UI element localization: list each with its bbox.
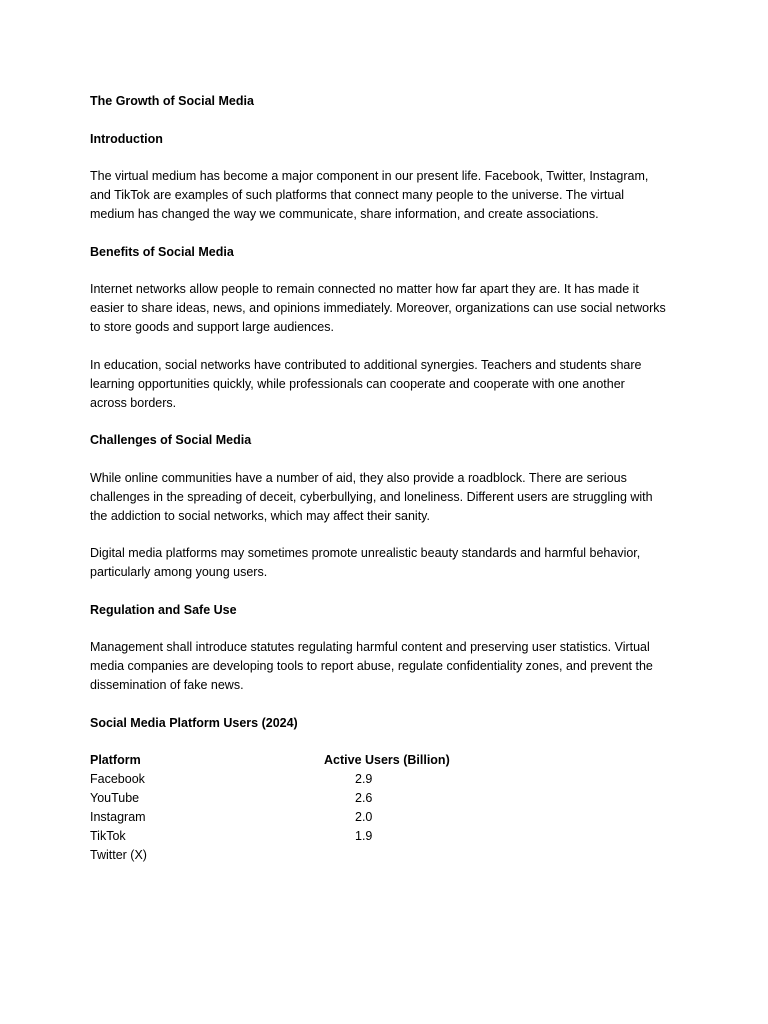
spacer [90, 262, 680, 281]
document-title: The Growth of Social Media [90, 94, 254, 108]
table-header-platform: Platform [90, 753, 141, 767]
section-heading-regulation: Regulation and Safe Use [90, 602, 237, 617]
table-title: Social Media Platform Users (2024) [90, 715, 298, 730]
paragraph-line: and TikTok are examples of such platforms that connect many people to the universe. The virtual [90, 188, 625, 202]
spacer [90, 733, 680, 752]
spacer [90, 620, 680, 639]
table-cell-platform: Instagram [90, 810, 146, 824]
spacer [90, 695, 680, 714]
paragraph [90, 280, 680, 337]
paragraph-line: While online communities have a number of aid, they also provide a roadblock. There are serious [90, 470, 627, 485]
table-row [90, 770, 680, 789]
table-row [90, 827, 680, 846]
paragraph-line: learning opportunities quickly, while professionals can cooperate and cooperate with one another [90, 376, 625, 391]
paragraph [90, 167, 680, 224]
paragraph-line: easier to share ideas, news, and opinions immediately. Moreover, organizations can use social networks [90, 301, 666, 315]
paragraph-line: to store goods and support large audiences. [90, 320, 334, 334]
table-row [90, 789, 680, 808]
spacer [90, 526, 680, 545]
paragraph-line: across borders. [90, 395, 177, 410]
table-cell-platform: YouTube [90, 791, 140, 805]
paragraph [90, 356, 680, 413]
document-body [90, 92, 680, 865]
paragraph-line: Internet networks allow people to remain connected no matter how far apart they are. It has made it [90, 282, 639, 296]
table-header-active-users: Active Users (Billion) [324, 753, 450, 767]
paragraph-line: In education, social networks have contributed to additional synergies. Teachers and students share [90, 357, 642, 372]
table-cell-users: 2.0 [355, 810, 373, 824]
table-cell-users: 2.9 [355, 772, 373, 786]
platform-users-table [90, 751, 680, 865]
spacer [90, 337, 680, 356]
spacer [90, 582, 680, 601]
spacer [90, 224, 680, 243]
paragraph-line: Management shall introduce statutes regulating harmful content and preserving user statistics. Virtual [90, 640, 650, 654]
spacer [90, 450, 680, 469]
section-heading-challenges: Challenges of Social Media [90, 433, 252, 447]
paragraph-line: particularly among young users. [90, 565, 268, 579]
paragraph [90, 544, 680, 582]
section-heading-benefits: Benefits of Social Media [90, 244, 234, 259]
spacer [90, 413, 680, 432]
paragraph [90, 638, 680, 695]
table-cell-users: 2.6 [355, 791, 373, 805]
table-cell-platform: TikTok [90, 829, 126, 843]
table-row [90, 846, 680, 865]
paragraph-line: dissemination of fake news. [90, 678, 244, 692]
paragraph-line: the addiction to social networks, which may affect their sanity. [90, 508, 430, 523]
spacer [90, 111, 680, 130]
paragraph [90, 469, 680, 526]
table-cell-users: 1.9 [355, 829, 373, 843]
table-cell-platform: Facebook [90, 772, 145, 786]
spacer [90, 149, 680, 168]
paragraph-line: The virtual medium has become a major component in our present life. Facebook, Twitter, Instagram, [90, 169, 649, 183]
paragraph-line: challenges in the spreading of deceit, cyberbullying, and loneliness. Different users are struggling with [90, 489, 653, 504]
paragraph-line: Digital media platforms may sometimes promote unrealistic beauty standards and harmful behavior, [90, 546, 641, 560]
paragraph-line: medium has changed the way we communicate, share information, and create associations. [90, 207, 599, 221]
section-heading-introduction: Introduction [90, 131, 163, 146]
table-row [90, 808, 680, 827]
table-cell-platform: Twitter (X) [90, 848, 147, 862]
table-header-row [90, 751, 680, 770]
paragraph-line: media companies are developing tools to report abuse, regulate confidentiality zones, and prevent the [90, 659, 653, 673]
